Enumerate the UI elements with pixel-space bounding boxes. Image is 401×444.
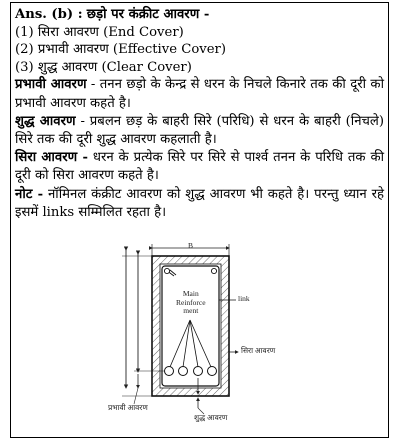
top-bar-left <box>164 268 169 273</box>
main-reinforcement-label: Main Reinforce ment <box>176 289 206 315</box>
main-bar-2 <box>179 367 188 376</box>
main-bar-4 <box>208 367 217 376</box>
cover-type-clear: (3) शुद्ध आवरण (Clear Cover) <box>15 59 192 75</box>
link-label: link <box>238 294 250 303</box>
effective-cover-label: प्रभावी आवरण <box>108 403 148 412</box>
note <box>15 186 384 222</box>
cover-type-effective: (2) प्रभावी आवरण (Effective Cover) <box>15 42 226 58</box>
clear-cover-label: शुद्ध आवरण <box>194 413 228 422</box>
top-bar-right <box>211 268 216 273</box>
answer-label: Ans. (b) : <box>15 7 83 22</box>
width-label: B <box>188 241 194 250</box>
note-term: नोट - <box>15 186 44 202</box>
definition-clear-cover <box>15 113 384 149</box>
main-bar-1 <box>165 367 174 376</box>
definition-term: शुद्ध आवरण <box>15 113 76 129</box>
definition-term: सिरा आवरण - <box>15 150 88 166</box>
definition-text: धरन के प्रत्येक सिरे पर सिरे से पार्श्व तनन के परिधि तक की दूरी को सिरा आवरण कहते है। <box>15 150 384 184</box>
definition-effective-cover <box>15 76 384 112</box>
definition-end-cover <box>15 149 384 185</box>
definition-term: प्रभावी आवरण <box>15 77 87 93</box>
definition-text: - प्रबलन छड़ के बाहरी सिरे (परिधि) से धरन के बाहरी (निचले) सिरे तक की दूरी शुद्ध आवरण कहलाती है। <box>15 113 384 147</box>
beam-cross-section-figure <box>104 242 304 428</box>
beam-diagram <box>104 242 304 428</box>
cover-type-end: (1) सिरा आवरण (End Cover) <box>15 24 184 40</box>
definition-text: - तनन छड़ो के केन्द्र से धरन के निचले किनारे तक की दूरी को प्रभावी आवरण कहते है। <box>15 77 384 111</box>
end-cover-label: सिरा आवरण <box>241 346 276 355</box>
answer-heading <box>15 6 384 24</box>
answer-title: छड़ो पर कंक्रीट आवरण - <box>86 7 210 22</box>
note-text: नॉमिनल कंक्रीट आवरण को शुद्ध आवरण भी कहते है। परन्तु ध्यान रहे इसमें links सम्मिलित रहता है। <box>15 186 384 220</box>
main-bar-3 <box>194 367 203 376</box>
